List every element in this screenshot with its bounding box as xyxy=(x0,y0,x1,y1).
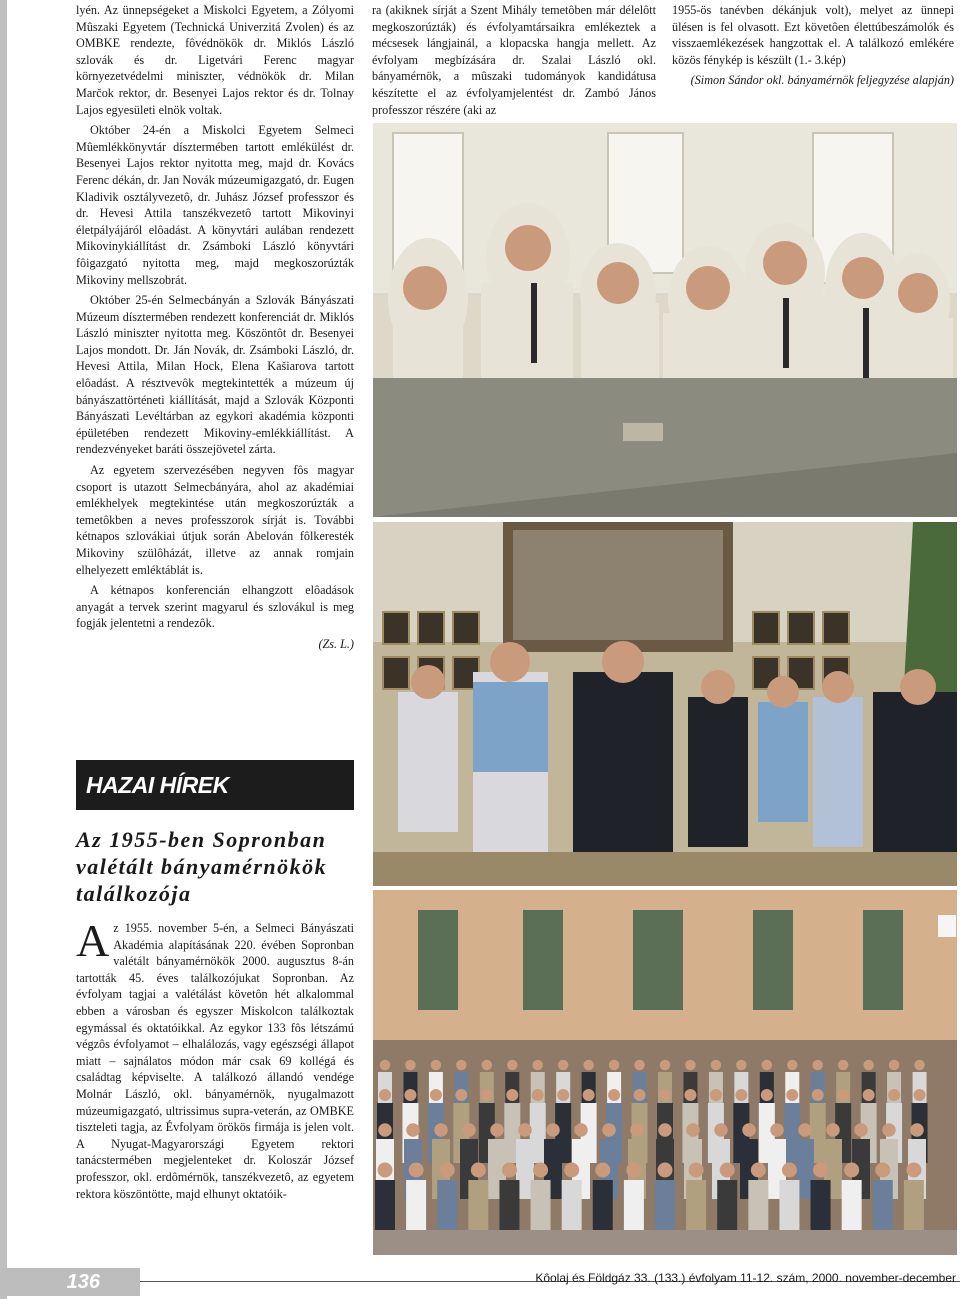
journal-footer: Kôolaj és Földgáz 33. (133.) évfolyam 11-12. szám, 2000. november-december xyxy=(535,1271,956,1285)
page-number: 136 xyxy=(66,1270,100,1293)
col1-paragraph-3: Október 25-én Selmecbányán a Szlovák Bányászati Múzeum dísztermében rendezett konferenciát dr. Miklós László miniszter nyitotta meg. Köszöntôt dr. Besenyei Lajos mondott. Dr. Ján Novák, dr. Zsámboki László, dr. Hevesi Attila, Milan Hock, Elena Kašiarova tartott elôadást. A résztvevôk megtekintették a múzeum új bányászattörténeti kiállítását, majd a Szlovák Központi Bányászati Levéltárban az egykori akadémia központi épületében rendezett Mikoviny-emlékkiállítást. A rendezvényeket baráti összejövetel zárta. xyxy=(76,293,354,457)
page-number-box xyxy=(0,1268,140,1296)
photo-ceremony-table xyxy=(373,123,957,517)
col1-paragraph-5: A kétnapos konferencián elhangzott elôadások anyagát a tervek szerint magyarul és szlovákul is meg fogják jelentetni a rendezôk. xyxy=(76,583,354,631)
col2-text: ra (akiknek sírját a Szent Mihály temetôben már délelôtt megkoszorúzták) és évfolyamtársaikra emlékeztek a mécsesek lángjainál, a klopacska hangja mellett. Az évfolyam megbízására dr. Szalai László okl. bányamérnök, a mûszaki tudományok kandidátusa készítette el az évfolyamjelentést dr. Zambó János professzor részére (aki az xyxy=(372,3,656,117)
col1-paragraph-1: lyén. Az ünnepségeket a Miskolci Egyetem, a Zólyomi Mûszaki Egyetem (Technická Univerzitá Zvolen) és az OMBKE rendezte, fôvédnökök dr. Miklós László szlovák és dr. Ligetvári Ferenc magyar környezetvédelmi miniszter, védnökök dr. Milan Marčok rektor, dr. Besenyei Lajos rektor és dr. Tolnay Lajos egyesületi elnök voltak. xyxy=(76,3,354,117)
photo-group-building xyxy=(373,890,957,1255)
article-paragraph-text: z 1955. november 5-én, a Selmeci Bányászati Akadémia alapításának 220. évében Sopronban valétált bányamérnökök 2000. augusztus 8-án tartották 45. éves találkozójukat Sopronban. Az évfolyam tagjai a valétálást követôn hét alkalommal ebben a városban és egyszer Miskolcon találkoztak egymással és oktatóikkal. Az egykor 133 fôs létszámú végzôs évfolyamot – elhalálozás, vagy egészségi állapot miatt – sajnálatos módon már csak 69 kollégá és családtag képviselte. A találkozó állandó vendége Molnár László, okl. bányamérnök, nyugalmazott múzeumigazgató, ultrissimus supra-veterán, az OMBKE tiszteleti tagja, az Évfolyam örökös firmája is jelen volt. A Nyugat-Magyarországi Egyetem rektori tanácstermében megjelenteket dr. Koloszár József professzor, okl. erdômérnök, tanszékvezetô, az egyetem rektora köszöntötte, majd elhunyt oktatóik- xyxy=(76,921,354,1201)
article-body xyxy=(76,915,354,1206)
article-title: Az 1955-ben Sopronban valétált bányamérnökök találkozója xyxy=(76,827,328,906)
column-2 xyxy=(372,2,656,122)
signature: (Zs. L.) xyxy=(318,636,354,651)
drop-cap: A xyxy=(76,915,110,966)
section-label: HAZAI HÍREK xyxy=(86,771,229,798)
column-1 xyxy=(76,2,354,657)
col3-text: 1955-ös tanévben dékánjuk volt), melyet az ünnepi ülésen is fel olvasott. Ezt követôen élettúbeszámolók és visszaemlékezések hangzottak el. A találkozó emlékére közös fénykép is készült (1.- 3.kép) xyxy=(672,3,954,67)
left-margin-bar xyxy=(0,0,7,1299)
col1-paragraph-2: Október 24-én a Miskolci Egyetem Selmeci Mûemlékkönyvtár dísztermében tartott emlékülést dr. Besenyei Lajos rektor nyitotta meg, majd dr. Kovács Ferenc dékán, dr. Jan Novák múzeumigazgató, dr. Eugen Kladivik osztályvezetô, dr. Juhász József professzor és dr. Hevesi Attila tanszékvezetô tartott Mikovinyi életpályájáról elôadást. A könyvtári aulában rendezett Mikovinykiállítást dr. Zsámboki László könyvtári fôigazgató nyitotta meg, majd megkoszorúzták Mikoviny mellszobrát. xyxy=(76,123,354,287)
section-label-bar xyxy=(76,760,354,810)
photo-credit: (Simon Sándor okl. bányamérnök feljegyzése alapján) xyxy=(690,73,954,88)
column-3 xyxy=(672,2,954,93)
col1-paragraph-4: Az egyetem szervezésében negyven fôs magyar csoport is utazott Selmecbányára, ahol az akadémiai emlékhelyek megtekintése után megkoszorúzták a temetôkben a neves professzorok sírját is. További kétnapos szlovákiai útjuk során Abelován fôlkeresték Mikoviny szülôházát, illetve az annak romjain elhelyezett emléktáblát is. xyxy=(76,463,354,577)
photo-portrait-hall xyxy=(373,522,957,886)
article-paragraph-1 xyxy=(76,915,354,1202)
